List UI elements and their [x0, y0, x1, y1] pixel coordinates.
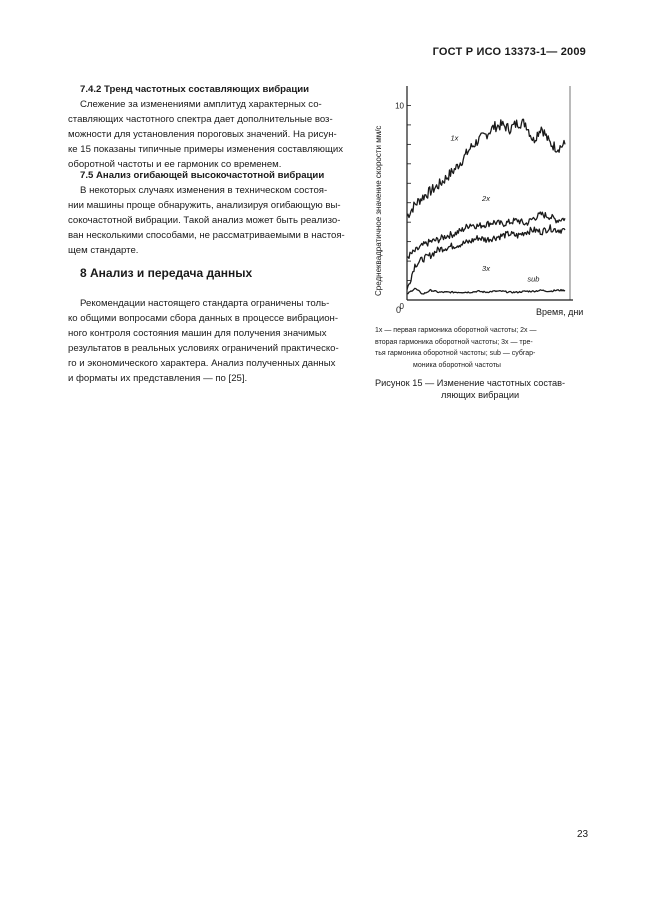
text-line: можности для установления пороговых значений. На рисун- — [68, 129, 337, 140]
text-line: ван несколькими способами, не рассматриваемыми в настоя- — [68, 230, 345, 241]
text-line: ставляющих частотного спектра дает дополнительные воз- — [68, 114, 333, 125]
text-line: результатов в реальных условиях ограничений практическо- — [68, 343, 339, 354]
y-tick-label: 10 — [395, 101, 404, 111]
running-header: ГОСТ Р ИСО 13373-1— 2009 — [432, 46, 586, 58]
series-line-sub — [407, 288, 565, 294]
section-7-5 — [68, 168, 356, 258]
text-line: сокочастотной вибрации. Такой анализ может быть реализо- — [68, 215, 341, 226]
series-label-1x: 1x — [450, 133, 459, 143]
legend-line: тья гармоника оборотной частоты; sub — субгар- — [375, 350, 536, 357]
chart-labels — [374, 101, 539, 311]
text-line: нии машины проще обнаружить, анализируя огибающую вы- — [68, 200, 341, 211]
series-line-2x — [407, 212, 565, 258]
text-line: ке 15 показаны типичные примеры изменения составляющих — [68, 144, 344, 155]
text-line: Слежение за изменениями амплитуд характерных со- — [80, 99, 322, 110]
legend-line: моника оборотной частоты — [413, 361, 501, 369]
page-number: 23 — [577, 829, 589, 840]
text-line: Рекомендации настоящего стандарта ограничены толь- — [80, 298, 330, 309]
y-axis-label: Среднеквадратичное значение скорости мм/с — [374, 125, 383, 296]
figure-caption-line: Рисунок 15 — Изменение частотных состав- — [375, 378, 566, 388]
text-line: и форматы их представления — по [25]. — [68, 373, 248, 384]
text-line: оборотной частоты и ее гармоник со временем. — [68, 159, 282, 170]
series-label-3x: 3x — [482, 263, 490, 273]
figure-caption — [375, 377, 595, 401]
section-heading-7-4-2: 7.4.2 Тренд частотных составляющих вибрации — [80, 84, 310, 95]
section-heading-8: 8 Анализ и передача данных — [80, 266, 253, 280]
text-line: ко общими вопросами сбора данных в процессе вибрацион- — [68, 313, 339, 324]
section-8 — [80, 266, 356, 281]
figure-legend — [375, 325, 593, 371]
section-7-4-2 — [68, 82, 356, 172]
series-line-3x — [407, 225, 565, 290]
chart-axes — [407, 86, 573, 300]
text-line: ного контроля состояния машин для получения значимых — [68, 328, 327, 339]
series-label-2x: 2x — [482, 193, 490, 203]
section-heading-7-5: 7.5 Анализ огибающей высокочастотной вибрации — [80, 170, 325, 181]
trend-chart — [372, 80, 598, 311]
x-axis-label: Время, дни — [536, 307, 584, 317]
text-line: В некоторых случаях изменения в техническом состоя- — [80, 185, 328, 196]
y-tick-label: 0 — [399, 302, 404, 311]
section-8-body — [68, 296, 358, 386]
legend-line: вторая гармоника оборотной частоты; 3x — тре- — [375, 338, 533, 346]
text-line: щем стандарте. — [68, 245, 139, 256]
series-label-sub: sub — [527, 274, 540, 284]
text-line: го и экономического характера. Анализ полученных данных — [68, 358, 336, 369]
x-tick-label: 0 — [396, 305, 402, 315]
legend-line: 1x — первая гармоника оборотной частоты; 2x — — [375, 327, 537, 334]
figure-caption-line: ляющих вибрации — [441, 390, 520, 400]
